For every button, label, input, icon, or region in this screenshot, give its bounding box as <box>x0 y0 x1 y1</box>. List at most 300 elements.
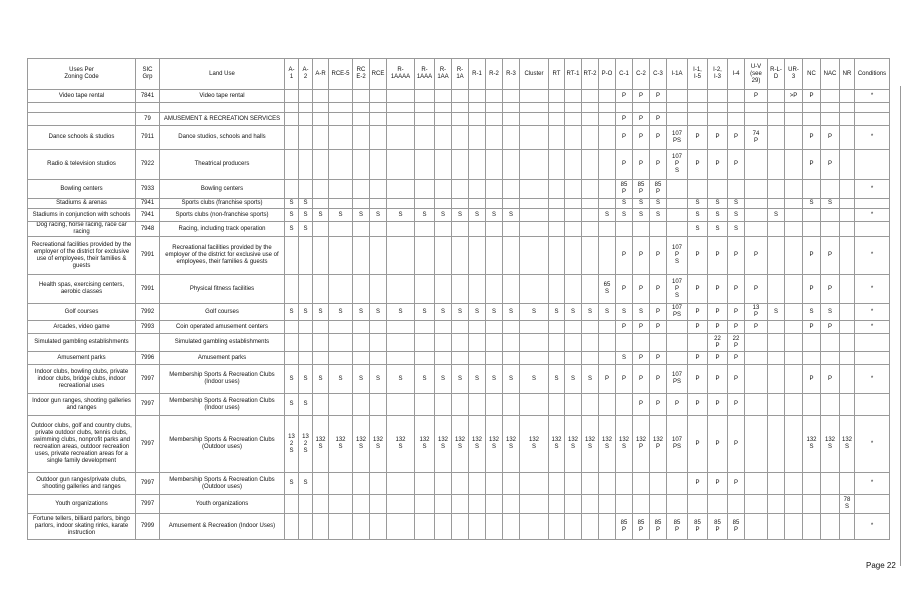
zone-cell: P <box>633 394 650 416</box>
zone-cell <box>435 199 452 209</box>
zone-cell <box>599 150 616 180</box>
zone-cell <box>599 394 616 416</box>
uses-cell: Simulated gambling establishments <box>28 334 136 352</box>
zone-cell <box>435 321 452 334</box>
zone-cell <box>785 473 803 495</box>
sic-cell: 7997 <box>136 495 160 514</box>
zone-cell: 85 P <box>633 180 650 199</box>
zone-cell: S <box>768 209 785 222</box>
zone-cell <box>285 180 299 199</box>
zone-cell: P <box>803 237 821 275</box>
zone-cell: S <box>299 394 313 416</box>
zone-cell <box>785 275 803 304</box>
zone-cell <box>633 222 650 237</box>
zone-cell <box>520 222 549 237</box>
zone-cell: S <box>768 304 785 321</box>
zoning-table <box>27 58 890 540</box>
zone-cell <box>486 103 503 113</box>
conditions-cell <box>855 394 890 416</box>
zone-cell: S <box>708 222 728 237</box>
zone-cell <box>633 495 650 514</box>
zone-cell <box>415 222 435 237</box>
zone-cell: P <box>728 365 745 394</box>
zone-cell <box>299 514 313 540</box>
zone-cell <box>452 334 469 352</box>
zone-cell: S <box>565 365 582 394</box>
zone-cell <box>616 473 633 495</box>
zone-cell <box>582 334 599 352</box>
zone-cell: P <box>803 321 821 334</box>
zone-cell: P <box>728 416 745 473</box>
table-head <box>28 59 890 90</box>
zone-cell <box>486 352 503 365</box>
zone-cell <box>329 321 353 334</box>
zone-cell: P <box>667 394 688 416</box>
conditions-cell: * <box>855 126 890 150</box>
zone-cell: 132 S <box>803 416 821 473</box>
zone-cell <box>452 514 469 540</box>
zone-cell <box>415 321 435 334</box>
zone-cell <box>768 495 785 514</box>
zone-cell: 132 S <box>599 416 616 473</box>
zone-cell: P <box>745 321 768 334</box>
zone-cell <box>599 237 616 275</box>
zone-cell <box>452 473 469 495</box>
zone-cell <box>452 275 469 304</box>
zone-cell: 85 P <box>616 180 633 199</box>
sic-cell: 7997 <box>136 473 160 495</box>
zone-cell <box>313 113 329 126</box>
zone-cell <box>387 352 415 365</box>
land-use-cell: Coin operated amusement centers <box>160 321 285 334</box>
sic-cell: 79 <box>136 113 160 126</box>
zone-cell: 132 S <box>821 416 840 473</box>
table-row <box>28 103 890 113</box>
column-header: P-O <box>599 59 616 90</box>
zone-cell <box>520 126 549 150</box>
uses-cell: Health spas, exercising centers, aerobic classes <box>28 275 136 304</box>
zone-cell <box>708 495 728 514</box>
uses-cell: Outdoor clubs, golf and country clubs, private outdoor clubs, tennis clubs, swimming clubs, nonprofit parks and recreation areas, outdoor recreation uses, private recreation areas for a single family development <box>28 416 136 473</box>
zone-cell <box>582 90 599 103</box>
zone-cell <box>785 352 803 365</box>
zone-cell <box>520 514 549 540</box>
zone-cell: P <box>688 304 708 321</box>
zone-cell: 107 PS <box>667 126 688 150</box>
zone-cell <box>582 150 599 180</box>
zone-cell: P <box>688 394 708 416</box>
table-row <box>28 222 890 237</box>
column-header: RT-2 <box>582 59 599 90</box>
zone-cell: 85 P <box>650 180 667 199</box>
land-use-cell: Membership Sports & Recreation Clubs (Outdoor uses) <box>160 416 285 473</box>
zone-cell <box>582 352 599 365</box>
zone-cell <box>768 180 785 199</box>
zone-cell: P <box>633 352 650 365</box>
zone-cell <box>299 180 313 199</box>
zone-cell <box>435 514 452 540</box>
zone-cell <box>387 237 415 275</box>
zone-cell <box>565 352 582 365</box>
zone-cell <box>667 209 688 222</box>
zone-cell: S <box>353 209 370 222</box>
zone-cell <box>565 222 582 237</box>
land-use-cell: Racing, including track operation <box>160 222 285 237</box>
zone-cell: P <box>708 352 728 365</box>
zone-cell <box>503 150 520 180</box>
zone-cell <box>785 321 803 334</box>
column-header: I-4 <box>728 59 745 90</box>
zone-cell <box>503 126 520 150</box>
zone-cell <box>435 180 452 199</box>
zone-cell <box>785 394 803 416</box>
zone-cell: S <box>353 304 370 321</box>
zone-cell <box>803 222 821 237</box>
zone-cell <box>688 103 708 113</box>
zone-cell <box>469 126 486 150</box>
zone-cell <box>803 103 821 113</box>
zone-cell <box>520 103 549 113</box>
zone-cell: 107 P S <box>667 150 688 180</box>
zone-cell <box>435 275 452 304</box>
column-header: A- 1 <box>285 59 299 90</box>
zone-cell <box>785 209 803 222</box>
column-header: Cluster <box>520 59 549 90</box>
zone-cell <box>745 180 768 199</box>
zone-cell <box>285 150 299 180</box>
zone-cell <box>452 199 469 209</box>
zone-cell <box>313 352 329 365</box>
zone-cell <box>549 90 565 103</box>
sic-cell: 7922 <box>136 150 160 180</box>
zone-cell <box>582 275 599 304</box>
zone-cell <box>285 275 299 304</box>
zone-cell <box>520 321 549 334</box>
zone-cell <box>503 180 520 199</box>
zone-cell <box>370 237 387 275</box>
zone-cell <box>840 473 855 495</box>
uses-cell: Stadiums in conjunction with schools <box>28 209 136 222</box>
zone-cell <box>745 103 768 113</box>
zone-cell <box>549 321 565 334</box>
zone-cell <box>353 495 370 514</box>
zone-cell <box>452 352 469 365</box>
zone-cell <box>565 126 582 150</box>
zone-cell <box>353 334 370 352</box>
land-use-cell: Theatrical producers <box>160 150 285 180</box>
zone-cell: 85 P <box>616 514 633 540</box>
zone-cell <box>299 275 313 304</box>
uses-cell: Stadiums & arenas <box>28 199 136 209</box>
zone-cell: S <box>616 209 633 222</box>
zone-cell <box>329 222 353 237</box>
zone-cell: S <box>299 365 313 394</box>
zone-cell <box>469 90 486 103</box>
zone-cell: P <box>616 90 633 103</box>
page-number: Page 22 <box>866 561 896 570</box>
zone-cell <box>370 113 387 126</box>
zone-cell: S <box>650 199 667 209</box>
zone-cell <box>387 180 415 199</box>
zone-cell: S <box>821 199 840 209</box>
zone-cell: P <box>803 275 821 304</box>
column-header: RCE <box>370 59 387 90</box>
zone-cell <box>667 473 688 495</box>
zone-cell: 74 P <box>745 126 768 150</box>
zone-cell <box>329 275 353 304</box>
zone-cell <box>329 473 353 495</box>
zone-cell <box>650 495 667 514</box>
zone-cell <box>313 514 329 540</box>
column-header: R- 1AA <box>435 59 452 90</box>
zone-cell <box>486 150 503 180</box>
table-row <box>28 150 890 180</box>
zone-cell <box>452 394 469 416</box>
zone-cell <box>353 113 370 126</box>
zone-cell: P <box>728 237 745 275</box>
zone-cell <box>565 495 582 514</box>
zone-cell <box>486 514 503 540</box>
table-row <box>28 304 890 321</box>
zone-cell <box>520 394 549 416</box>
zone-cell <box>469 222 486 237</box>
zone-cell: P <box>708 394 728 416</box>
zone-cell <box>329 495 353 514</box>
zone-cell: P <box>650 113 667 126</box>
zone-cell <box>565 514 582 540</box>
zone-cell <box>582 495 599 514</box>
table-row <box>28 90 890 103</box>
zone-cell: P <box>821 237 840 275</box>
zone-cell <box>486 199 503 209</box>
uses-cell: Youth organizations <box>28 495 136 514</box>
zone-cell <box>415 237 435 275</box>
zone-cell <box>821 334 840 352</box>
conditions-cell <box>855 352 890 365</box>
zone-cell: S <box>582 304 599 321</box>
zone-cell <box>708 113 728 126</box>
zone-cell <box>745 365 768 394</box>
zone-cell <box>650 334 667 352</box>
zone-cell: P <box>728 352 745 365</box>
column-header: RCE-5 <box>329 59 353 90</box>
zone-cell: 13 2 S <box>285 416 299 473</box>
zone-cell <box>353 103 370 113</box>
zone-cell <box>667 103 688 113</box>
zone-cell <box>299 352 313 365</box>
sic-cell: 7948 <box>136 222 160 237</box>
zone-cell <box>599 473 616 495</box>
zone-cell <box>469 199 486 209</box>
zone-cell <box>503 352 520 365</box>
zone-cell <box>486 90 503 103</box>
zone-cell <box>840 237 855 275</box>
table-row <box>28 321 890 334</box>
zone-cell <box>435 222 452 237</box>
zone-cell <box>785 416 803 473</box>
zone-cell: 132 P <box>650 416 667 473</box>
zone-cell: P <box>708 416 728 473</box>
zone-cell <box>565 209 582 222</box>
land-use-cell: Video tape rental <box>160 90 285 103</box>
zone-cell: 132 S <box>582 416 599 473</box>
zone-cell: 22 P <box>708 334 728 352</box>
zone-cell: S <box>415 365 435 394</box>
uses-cell: Golf courses <box>28 304 136 321</box>
zone-cell: S <box>329 304 353 321</box>
zone-cell <box>503 514 520 540</box>
zone-cell <box>821 394 840 416</box>
zone-cell: P <box>745 275 768 304</box>
zone-cell: P <box>688 416 708 473</box>
land-use-cell: Youth organizations <box>160 495 285 514</box>
zone-cell: 85 P <box>667 514 688 540</box>
zone-cell <box>599 321 616 334</box>
zone-cell <box>387 222 415 237</box>
zone-cell: P <box>633 150 650 180</box>
zone-cell <box>452 150 469 180</box>
zone-cell: P <box>650 365 667 394</box>
zone-cell: S <box>370 304 387 321</box>
zone-cell <box>486 113 503 126</box>
zone-cell <box>708 103 728 113</box>
zone-cell <box>329 394 353 416</box>
column-header: I-2, I-3 <box>708 59 728 90</box>
zone-cell: P <box>803 126 821 150</box>
zone-cell <box>520 237 549 275</box>
zone-cell: 65 S <box>599 275 616 304</box>
zone-cell: P <box>633 113 650 126</box>
zone-cell: 132 S <box>616 416 633 473</box>
zone-cell: S <box>650 209 667 222</box>
zone-cell <box>688 90 708 103</box>
zone-cell <box>821 209 840 222</box>
zone-cell: P <box>708 237 728 275</box>
zone-cell <box>768 275 785 304</box>
zone-cell <box>452 113 469 126</box>
zone-cell: P <box>650 150 667 180</box>
zone-cell <box>549 222 565 237</box>
zone-cell <box>387 103 415 113</box>
zone-cell: P <box>821 126 840 150</box>
column-header: I-1A <box>667 59 688 90</box>
column-header: A-R <box>313 59 329 90</box>
zone-cell <box>415 126 435 150</box>
land-use-cell: Physical fitness facilities <box>160 275 285 304</box>
zone-cell <box>370 514 387 540</box>
zone-cell: P <box>650 275 667 304</box>
zone-cell: S <box>469 209 486 222</box>
sic-cell <box>136 334 160 352</box>
zone-cell <box>582 321 599 334</box>
column-header: A- 2 <box>299 59 313 90</box>
zone-cell: S <box>708 199 728 209</box>
zone-cell: P <box>708 473 728 495</box>
zone-cell: P <box>688 321 708 334</box>
zone-cell <box>565 103 582 113</box>
zone-cell <box>370 150 387 180</box>
zone-cell: P <box>708 321 728 334</box>
zone-cell <box>469 495 486 514</box>
column-header: RT-1 <box>565 59 582 90</box>
zone-cell: P <box>821 275 840 304</box>
zone-cell <box>299 113 313 126</box>
zone-cell: P <box>633 321 650 334</box>
zone-cell <box>803 473 821 495</box>
conditions-cell: * <box>855 416 890 473</box>
zone-cell <box>313 275 329 304</box>
zone-cell <box>370 473 387 495</box>
zone-cell <box>435 352 452 365</box>
zone-cell <box>599 90 616 103</box>
zone-cell <box>565 150 582 180</box>
zone-cell: P <box>745 90 768 103</box>
zone-cell <box>745 352 768 365</box>
sic-cell: 7933 <box>136 180 160 199</box>
zone-cell <box>520 334 549 352</box>
zone-cell <box>650 222 667 237</box>
zone-cell <box>582 180 599 199</box>
zone-cell: S <box>616 199 633 209</box>
sic-cell: 7997 <box>136 365 160 394</box>
zone-cell <box>549 495 565 514</box>
zone-cell: 132 S <box>840 416 855 473</box>
conditions-cell: * <box>855 275 890 304</box>
table-row <box>28 180 890 199</box>
zone-cell <box>503 222 520 237</box>
zone-cell <box>329 113 353 126</box>
zone-cell: P <box>708 150 728 180</box>
zone-cell <box>616 334 633 352</box>
zone-cell <box>299 334 313 352</box>
zone-cell <box>520 495 549 514</box>
zone-cell <box>821 514 840 540</box>
zone-cell: 107 PS <box>667 416 688 473</box>
zone-cell: 107 PS <box>667 304 688 321</box>
uses-cell: Recreational facilities provided by the employer of the district for exclusive use of employees, their families & guests <box>28 237 136 275</box>
zone-cell: P <box>688 352 708 365</box>
conditions-cell <box>855 150 890 180</box>
zone-cell <box>599 180 616 199</box>
zone-cell <box>353 473 370 495</box>
zone-cell <box>353 90 370 103</box>
zone-cell <box>353 321 370 334</box>
zone-cell <box>633 473 650 495</box>
zone-cell: 85 P <box>728 514 745 540</box>
zone-cell <box>582 126 599 150</box>
zone-cell: S <box>469 365 486 394</box>
zone-cell <box>840 304 855 321</box>
conditions-cell: * <box>855 90 890 103</box>
zone-cell <box>415 495 435 514</box>
zone-cell <box>549 199 565 209</box>
sic-cell: 7996 <box>136 352 160 365</box>
zone-cell <box>650 103 667 113</box>
zone-cell: 78 S <box>840 495 855 514</box>
zone-cell <box>387 334 415 352</box>
zone-cell: S <box>582 365 599 394</box>
zone-cell <box>435 126 452 150</box>
zone-cell <box>486 321 503 334</box>
zone-cell <box>745 222 768 237</box>
zone-cell <box>415 473 435 495</box>
zone-cell <box>387 90 415 103</box>
column-header: R-L- D <box>768 59 785 90</box>
zone-cell <box>803 180 821 199</box>
zone-cell <box>469 113 486 126</box>
zone-cell <box>785 180 803 199</box>
zone-cell <box>650 473 667 495</box>
